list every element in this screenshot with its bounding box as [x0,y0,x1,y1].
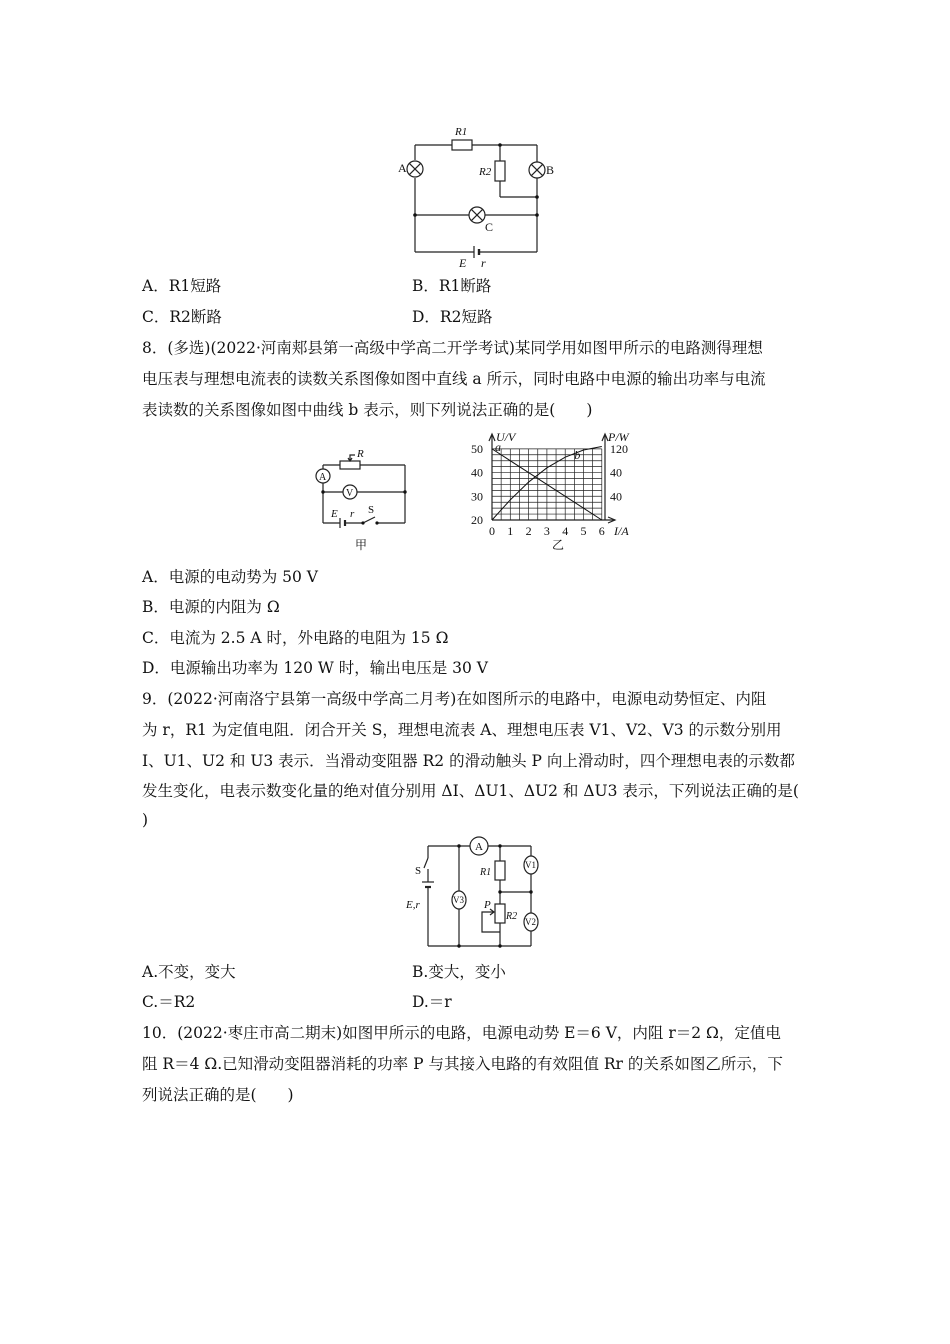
emf-label: E [331,508,338,520]
q8-option-b: B．电源的内阻为 Ω [142,598,280,616]
q9-circuit-figure [400,832,560,957]
lamp-b-label: B [546,163,555,177]
r2-label: R2 [506,911,518,922]
slider-p-label: P [484,899,491,911]
r2-label: R2 [479,166,492,178]
r1-label: R1 [455,126,468,138]
q9-stem-line-5: ) [142,811,149,829]
q7-option-a: A．R1短路 [142,277,222,295]
x-tick-label: 4 [562,524,569,538]
x-axis-label: I/A [614,524,629,538]
x-tick-label: 2 [525,524,532,538]
switch-s [424,858,428,868]
x-tick-label: 5 [580,524,587,538]
rheostat [340,461,360,469]
q8-circuit-jia [305,445,420,555]
voltmeter-v2-label: V2 [525,917,536,927]
q8-stem-line-2: 电压表与理想电流表的读数关系图像如图中直线 a 所示，同时电路中电源的输出功率与电流 [142,370,766,388]
x-tick-label: 1 [507,524,514,538]
y-tick-label-left: 20 [471,513,483,527]
r1-resistor [495,861,505,880]
switch-label: S [368,504,375,516]
q10-stem-line-3: 列说法正确的是( ) [142,1086,294,1104]
figure-caption-jia: 甲 [355,538,368,552]
voltmeter-label: V [346,488,354,499]
q7-circuit-figure [395,120,565,270]
q9-option-a: A.不变，变大 [142,963,236,981]
y-axis-label-right: P/W [608,430,629,444]
q9-stem-line-1: 9．(2022·河南洛宁县第一高级中学高二月考)在如图所示的电路中，电源电动势恒定、内阻 [142,690,767,708]
switch-label: S [415,865,422,877]
internal-r-label: r [350,508,355,520]
y-tick-label-right: 40 [610,465,622,480]
r1-label: R1 [480,867,492,878]
voltmeter-v3-label: V3 [453,895,464,905]
q9-option-c: C.＝R2 [142,993,196,1011]
q8-stem-line-1: 8．(多选)(2022·河南郏县第一高级中学高二开学考试)某同学用如图甲所示的电路测得理想 [142,339,763,357]
q9-option-d: D.＝r [412,993,452,1011]
q7-option-c: C．R2断路 [142,308,222,326]
y-tick-label-left: 30 [471,489,483,504]
q9-stem-line-4: 发生变化，电表示数变化量的绝对值分别用 ΔI、ΔU1、ΔU2 和 ΔU3 表示，下列说法正确的是( [142,782,799,800]
y-axis-label-left: U/V [496,430,516,444]
q8-option-c: C．电流为 2.5 A 时，外电路的电阻为 15 Ω [142,629,449,647]
rheostat-label: R [357,448,364,460]
r2-resistor [495,161,505,181]
q9-stem-line-3: I、U1、U2 和 U3 表示．当滑动变阻器 R2 的滑动触头 P 向上滑动时，四个理想电表的示数都 [142,752,795,770]
q7-option-b: B．R1断路 [412,277,492,295]
q10-stem-line-1: 10．(2022·枣庄市高二期末)如图甲所示的电路，电源电动势 E＝6 V，内阻 r＝2 Ω，定值电 [142,1024,781,1042]
x-tick-label: 3 [543,524,550,538]
q8-option-d: D．电源输出功率为 120 W 时，输出电压是 30 V [142,659,488,677]
source-label: E,r [406,899,420,911]
figure-caption-yi: 乙 [552,538,565,552]
q9-option-b: B.变大，变小 [412,963,506,981]
y-tick-label-right: 120 [610,441,628,456]
q8-option-a: A．电源的电动势为 50 V [142,568,318,586]
y-tick-label-left: 40 [471,465,483,480]
q9-stem-line-2: 为 r，R1 为定值电阻．闭合开关 S，理想电流表 A、理想电压表 V1、V2、V3 的示数分别用 [142,721,782,739]
internal-r-label: r [481,256,486,270]
q8-stem-line-3: 表读数的关系图像如图中曲线 b 表示，则下列说法正确的是( ) [142,401,593,419]
switch-s [363,517,375,523]
r2-rheostat [495,904,505,923]
emf-label: E [459,256,467,270]
lamp-a-label: A [398,161,407,175]
y-tick-label-left: 50 [471,441,483,456]
lamp-c-label: C [485,220,494,234]
q7-option-d: D．R2短路 [412,308,493,326]
series-b-label: b [574,447,581,462]
q10-stem-line-2: 阻 R＝4 Ω.已知滑动变阻器消耗的功率 P 与其接入电路的有效阻值 Rr 的关系如图乙所示，下 [142,1055,783,1073]
series-a-label: a [495,439,501,454]
y-tick-label-right: 40 [610,489,622,504]
ammeter-label: A [475,841,483,853]
x-tick-label: 0 [489,524,495,538]
x-tick-label: 6 [598,524,605,538]
r1-resistor [452,140,472,150]
q8-graph-yi [465,425,645,555]
voltmeter-v1-label: V1 [525,860,536,870]
ammeter-label: A [319,472,327,483]
